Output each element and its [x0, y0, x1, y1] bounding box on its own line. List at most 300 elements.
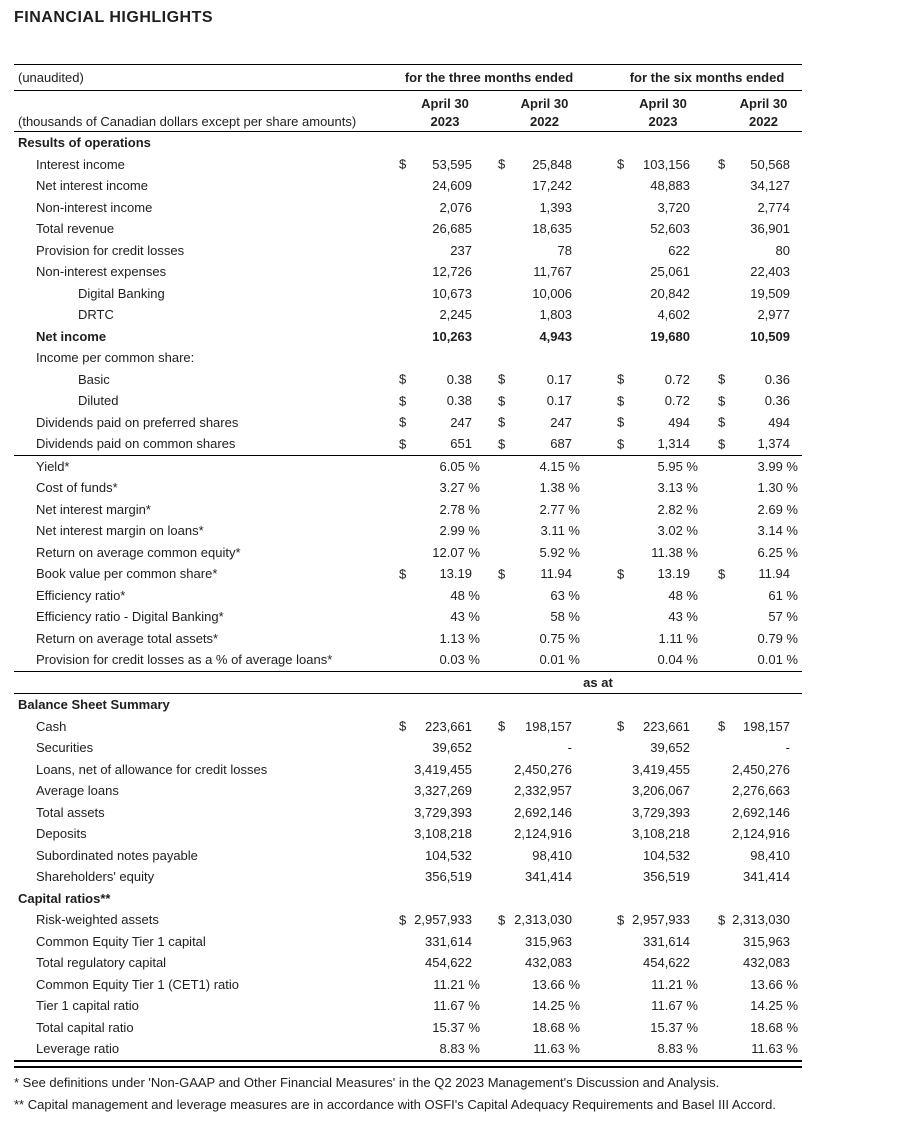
cell-value: 19,509: [750, 285, 790, 301]
dollar-sign: $: [718, 371, 726, 387]
cell-value: 0.72: [664, 393, 690, 409]
table-row: [14, 952, 802, 974]
cell-value: 36,901: [750, 221, 790, 237]
row-label: Loans, net of allowance for credit losses: [36, 761, 268, 777]
cell-value: 3,729,393: [414, 804, 472, 820]
cell-value: 2,124,916: [732, 826, 790, 842]
row-label: Dividends paid on preferred shares: [36, 414, 239, 430]
value-cell: [398, 780, 480, 802]
table-row: [14, 1017, 802, 1039]
value-cell: [717, 283, 798, 305]
cell-value: 622: [668, 242, 690, 258]
table-row: [14, 412, 802, 434]
value-cell: [497, 197, 580, 219]
row-label: Book value per common share*: [36, 566, 218, 582]
value-cell: [616, 995, 698, 1017]
cell-value: 2.78 %: [439, 501, 480, 517]
dollar-sign: $: [498, 414, 506, 430]
row-label: Tier 1 capital ratio: [36, 998, 139, 1014]
footnote-2: ** Capital management and leverage measures are in accordance with OSFI's Capital Adequacy Requirements and Basel III Accord.: [14, 1096, 776, 1112]
row-label: Return on average total assets*: [36, 630, 219, 646]
value-cell: [717, 780, 798, 802]
cell-value: 2,957,933: [414, 912, 472, 928]
cell-value: 25,061: [650, 264, 690, 280]
value-cell: [398, 866, 480, 888]
value-cell: [616, 1017, 698, 1039]
cell-value: 11.67 %: [651, 998, 698, 1014]
cell-value: 53,595: [432, 156, 472, 172]
value-cell: [497, 952, 580, 974]
value-cell: [398, 628, 480, 650]
cell-value: 331,614: [425, 933, 472, 949]
cell-value: 2.82 %: [657, 501, 698, 517]
cell-value: 61 %: [768, 587, 798, 603]
value-cell: [497, 866, 580, 888]
cell-value: 15.37 %: [650, 1019, 698, 1035]
dollar-sign: $: [498, 371, 506, 387]
cell-value: 687: [550, 436, 572, 452]
value-cell: [616, 477, 698, 499]
cell-value: 0.01 %: [539, 652, 580, 668]
cell-value: 10,006: [532, 285, 572, 301]
row-label: Cash: [36, 718, 67, 734]
value-cell: [497, 823, 580, 845]
cell-value: 341,414: [525, 869, 572, 885]
cell-value: 5.92 %: [539, 544, 580, 560]
cell-value: 8.83 %: [657, 1041, 698, 1057]
cell-value: -: [567, 740, 572, 756]
value-cell: [616, 433, 698, 455]
row-label: Total regulatory capital: [36, 955, 167, 971]
cell-value: 4.15 %: [539, 458, 580, 474]
value-cell: [717, 520, 798, 542]
row-label: Interest income: [36, 156, 125, 172]
value-cell: [616, 866, 698, 888]
row-label: Efficiency ratio*: [36, 587, 126, 603]
value-cell: [497, 759, 580, 781]
value-cell: [717, 628, 798, 650]
cell-value: 2.69 %: [757, 501, 798, 517]
value-cell: [717, 606, 798, 628]
table-row: [14, 499, 802, 521]
value-cell: [717, 175, 798, 197]
row-label: Securities: [36, 740, 94, 756]
value-cell: [616, 563, 698, 585]
cell-value: 48,883: [650, 178, 690, 194]
table-header-year-row: [14, 111, 802, 132]
value-cell: [497, 283, 580, 305]
cell-value: 48 %: [668, 587, 698, 603]
table-header-span-row: [14, 65, 802, 91]
row-label: Non-interest income: [36, 199, 153, 215]
table-row: [14, 909, 802, 931]
cell-value: 2,692,146: [514, 804, 572, 820]
value-cell: [616, 909, 698, 931]
cell-value: 2,692,146: [732, 804, 790, 820]
cell-value: 14.25 %: [532, 998, 580, 1014]
cell-value: 13.66 %: [750, 976, 798, 992]
value-cell: [717, 412, 798, 434]
cell-value: 3,327,269: [414, 783, 472, 799]
value-cell: [616, 759, 698, 781]
table-row: [14, 888, 802, 910]
value-cell: [497, 909, 580, 931]
value-cell: [616, 780, 698, 802]
cell-value: 24,609: [432, 178, 472, 194]
value-cell: [616, 823, 698, 845]
dollar-sign: $: [718, 393, 726, 409]
table-row: [14, 802, 802, 824]
value-cell: [398, 1038, 480, 1060]
value-cell: [398, 304, 480, 326]
value-cell: [616, 197, 698, 219]
cell-value: 11.21 %: [433, 976, 480, 992]
value-cell: [717, 995, 798, 1017]
cell-value: 0.38: [446, 393, 472, 409]
value-cell: [616, 456, 698, 478]
value-cell: [717, 390, 798, 412]
value-cell: [398, 433, 480, 455]
value-cell: [497, 433, 580, 455]
cell-value: 2,957,933: [632, 912, 690, 928]
table-row: [14, 759, 802, 781]
cell-value: 6.05 %: [439, 458, 480, 474]
cell-value: 52,603: [650, 221, 690, 237]
cell-value: 14.25 %: [750, 998, 798, 1014]
table-row: [14, 585, 802, 607]
value-cell: [398, 477, 480, 499]
dollar-sign: $: [399, 718, 407, 734]
table-row: [14, 563, 802, 585]
cell-value: 2,076: [439, 199, 472, 215]
page: [0, 9, 903, 1112]
col3-year-header: 2023: [648, 113, 678, 129]
value-cell: [398, 931, 480, 953]
table-row: [14, 154, 802, 176]
table-row: [14, 845, 802, 867]
cell-value: 50,568: [750, 156, 790, 172]
row-label: Common Equity Tier 1 capital: [36, 933, 206, 949]
cell-value: 11.67 %: [433, 998, 480, 1014]
col2-month-header: April 30: [520, 96, 569, 111]
dollar-sign: $: [718, 414, 726, 430]
value-cell: [398, 326, 480, 348]
table-body: [14, 132, 802, 1060]
cell-value: 3.27 %: [439, 480, 480, 496]
cell-value: 18,635: [532, 221, 572, 237]
dollar-sign: $: [617, 156, 625, 172]
dollar-sign: $: [498, 718, 506, 734]
cell-value: 2,450,276: [732, 761, 790, 777]
cell-value: 0.03 %: [439, 652, 480, 668]
value-cell: [398, 154, 480, 176]
cell-value: 237: [450, 242, 472, 258]
table-row: [14, 995, 802, 1017]
value-cell: [497, 390, 580, 412]
row-label: Provision for credit losses: [36, 242, 185, 258]
table-row: [14, 261, 802, 283]
dollar-sign: $: [399, 912, 407, 928]
cell-value: 3,419,455: [632, 761, 690, 777]
table-row: [14, 175, 802, 197]
value-cell: [398, 261, 480, 283]
dollar-sign: $: [718, 718, 726, 734]
row-label: Net income: [36, 328, 107, 344]
row-label: Common Equity Tier 1 (CET1) ratio: [36, 976, 240, 992]
table-row: [14, 304, 802, 326]
table-row: [14, 672, 802, 694]
col4-year-header: 2022: [749, 113, 778, 129]
cell-value: 98,410: [750, 847, 790, 863]
cell-value: 1.38 %: [539, 480, 580, 496]
value-cell: [497, 369, 580, 391]
value-cell: [616, 283, 698, 305]
table-row: [14, 197, 802, 219]
value-cell: [616, 974, 698, 996]
cell-value: 0.79 %: [757, 630, 798, 646]
value-cell: [717, 585, 798, 607]
row-label: Total assets: [36, 804, 105, 820]
cell-value: 0.75 %: [539, 630, 580, 646]
value-cell: [497, 931, 580, 953]
value-cell: [497, 585, 580, 607]
row-label: Shareholders' equity: [36, 869, 155, 885]
value-cell: [497, 175, 580, 197]
value-cell: [717, 909, 798, 931]
cell-value: 11,767: [533, 264, 572, 280]
value-cell: [497, 542, 580, 564]
table-row: [14, 780, 802, 802]
col2-year-header: 2022: [530, 113, 559, 129]
value-cell: [717, 931, 798, 953]
cell-value: 13.66 %: [532, 976, 580, 992]
dollar-sign: $: [498, 436, 506, 452]
table-row: [14, 520, 802, 542]
cell-value: 43 %: [450, 609, 480, 625]
value-cell: [717, 240, 798, 262]
table-row: [14, 456, 802, 478]
table-row: [14, 542, 802, 564]
value-cell: [398, 823, 480, 845]
value-cell: [497, 304, 580, 326]
unaudited-label: (unaudited): [18, 70, 84, 85]
cell-value: 1.30 %: [757, 480, 798, 496]
footnotes: [14, 1075, 903, 1112]
value-cell: [398, 974, 480, 996]
value-cell: [616, 716, 698, 738]
value-cell: [398, 175, 480, 197]
table-bottom-double-rule: [14, 1060, 802, 1068]
dollar-sign: $: [718, 912, 726, 928]
value-cell: [398, 412, 480, 434]
row-label: Risk-weighted assets: [36, 912, 159, 928]
value-cell: [398, 952, 480, 974]
value-cell: [398, 456, 480, 478]
cell-value: 341,414: [743, 869, 790, 885]
value-cell: [497, 628, 580, 650]
col1-month-header: April 30: [421, 96, 469, 111]
value-cell: [497, 649, 580, 671]
cell-value: 39,652: [650, 740, 690, 756]
row-label: Net interest margin*: [36, 501, 151, 517]
value-cell: [717, 477, 798, 499]
section-label: Results of operations: [18, 135, 151, 151]
cell-value: 651: [450, 436, 472, 452]
row-label: Cost of funds*: [36, 480, 118, 496]
dollar-sign: $: [617, 414, 625, 430]
dollar-sign: $: [617, 436, 625, 452]
dollar-sign: $: [718, 566, 726, 582]
cell-value: 12.07 %: [432, 544, 480, 560]
row-label: Return on average common equity*: [36, 544, 241, 560]
value-cell: [616, 1038, 698, 1060]
cell-value: 48 %: [450, 587, 480, 603]
value-cell: [497, 563, 580, 585]
cell-value: 3.02 %: [657, 523, 698, 539]
cell-value: 356,519: [643, 869, 690, 885]
cell-value: 78: [557, 242, 572, 258]
dollar-sign: $: [399, 156, 407, 172]
value-cell: [616, 737, 698, 759]
value-cell: [398, 909, 480, 931]
cell-value: 11.38 %: [651, 544, 698, 560]
row-label: Deposits: [36, 826, 87, 842]
row-label: Yield*: [36, 458, 70, 474]
cell-value: 10,263: [432, 328, 472, 344]
cell-value: 2,276,663: [732, 783, 790, 799]
value-cell: [616, 931, 698, 953]
table-row: [14, 433, 802, 455]
table-row: [14, 477, 802, 499]
cell-value: 11.94: [758, 566, 790, 582]
table-row: [14, 866, 802, 888]
cell-value: 3,206,067: [632, 783, 690, 799]
row-label: Income per common share:: [36, 350, 195, 366]
value-cell: [398, 390, 480, 412]
cell-value: 18.68 %: [532, 1019, 580, 1035]
value-cell: [616, 240, 698, 262]
cell-value: 11.63 %: [751, 1041, 798, 1057]
value-cell: [616, 952, 698, 974]
table-row: [14, 390, 802, 412]
value-cell: [497, 1017, 580, 1039]
value-cell: [398, 995, 480, 1017]
cell-value: 34,127: [750, 178, 790, 194]
table-row: [14, 132, 802, 154]
cell-value: 1,374: [757, 436, 790, 452]
value-cell: [398, 759, 480, 781]
cell-value: 223,661: [425, 718, 472, 734]
row-label: Basic: [78, 371, 110, 387]
value-cell: [616, 175, 698, 197]
value-cell: [717, 649, 798, 671]
cell-value: 13.19: [657, 566, 690, 582]
cell-value: 0.17: [546, 371, 572, 387]
cell-value: 98,410: [532, 847, 572, 863]
cell-value: 26,685: [432, 221, 472, 237]
value-cell: [398, 197, 480, 219]
value-cell: [497, 499, 580, 521]
cell-value: 2,124,916: [514, 826, 572, 842]
value-cell: [398, 218, 480, 240]
dollar-sign: $: [399, 414, 407, 430]
value-cell: [616, 369, 698, 391]
value-cell: [398, 585, 480, 607]
cell-value: 1.11 %: [658, 630, 698, 646]
table-row: [14, 974, 802, 996]
col1-year-header: 2023: [430, 113, 460, 129]
cell-value: 3.11 %: [540, 523, 580, 539]
table-row: [14, 326, 802, 348]
cell-value: 3.13 %: [657, 480, 698, 496]
row-label: Leverage ratio: [36, 1041, 120, 1057]
value-cell: [398, 563, 480, 585]
table-header-month-row: [14, 91, 802, 111]
value-cell: [717, 154, 798, 176]
table-row: [14, 649, 802, 671]
page-title: FINANCIAL HIGHLIGHTS: [14, 9, 214, 26]
cell-value: 315,963: [743, 933, 790, 949]
cell-value: 57 %: [768, 609, 798, 625]
row-label: Digital Banking: [78, 285, 165, 301]
cell-value: 6.25 %: [757, 544, 798, 560]
table-row: [14, 628, 802, 650]
cell-value: 3,720: [657, 199, 690, 215]
value-cell: [398, 240, 480, 262]
value-cell: [717, 499, 798, 521]
row-label: Dividends paid on common shares: [36, 436, 236, 452]
value-cell: [398, 802, 480, 824]
value-cell: [616, 606, 698, 628]
row-label: Net interest margin on loans*: [36, 523, 204, 539]
table-row: [14, 931, 802, 953]
cell-value: 15.37 %: [432, 1019, 480, 1035]
value-cell: [717, 716, 798, 738]
row-label: Subordinated notes payable: [36, 847, 198, 863]
cell-value: 247: [450, 414, 472, 430]
dollar-sign: $: [718, 156, 726, 172]
cell-value: 12,726: [432, 264, 472, 280]
value-cell: [616, 649, 698, 671]
dollar-sign: $: [617, 912, 625, 928]
cell-value: 3,108,218: [632, 826, 690, 842]
as-at-label: as at: [583, 674, 613, 690]
value-cell: [717, 845, 798, 867]
value-cell: [717, 737, 798, 759]
row-label: DRTC: [78, 307, 114, 323]
three-months-header: for the three months ended: [404, 70, 574, 85]
table-row: [14, 240, 802, 262]
value-cell: [497, 716, 580, 738]
value-cell: [497, 802, 580, 824]
value-cell: [497, 780, 580, 802]
value-cell: [717, 866, 798, 888]
row-label: Efficiency ratio - Digital Banking*: [36, 609, 224, 625]
value-cell: [497, 456, 580, 478]
value-cell: [717, 974, 798, 996]
cell-value: 11.21 %: [651, 976, 698, 992]
value-cell: [398, 606, 480, 628]
cell-value: 3.14 %: [757, 523, 798, 539]
dollar-sign: $: [498, 912, 506, 928]
value-cell: [497, 261, 580, 283]
value-cell: [398, 649, 480, 671]
dollar-sign: $: [399, 436, 407, 452]
cell-value: 22,403: [750, 264, 790, 280]
table-row: [14, 737, 802, 759]
table-row: [14, 823, 802, 845]
cell-value: 3,729,393: [632, 804, 690, 820]
